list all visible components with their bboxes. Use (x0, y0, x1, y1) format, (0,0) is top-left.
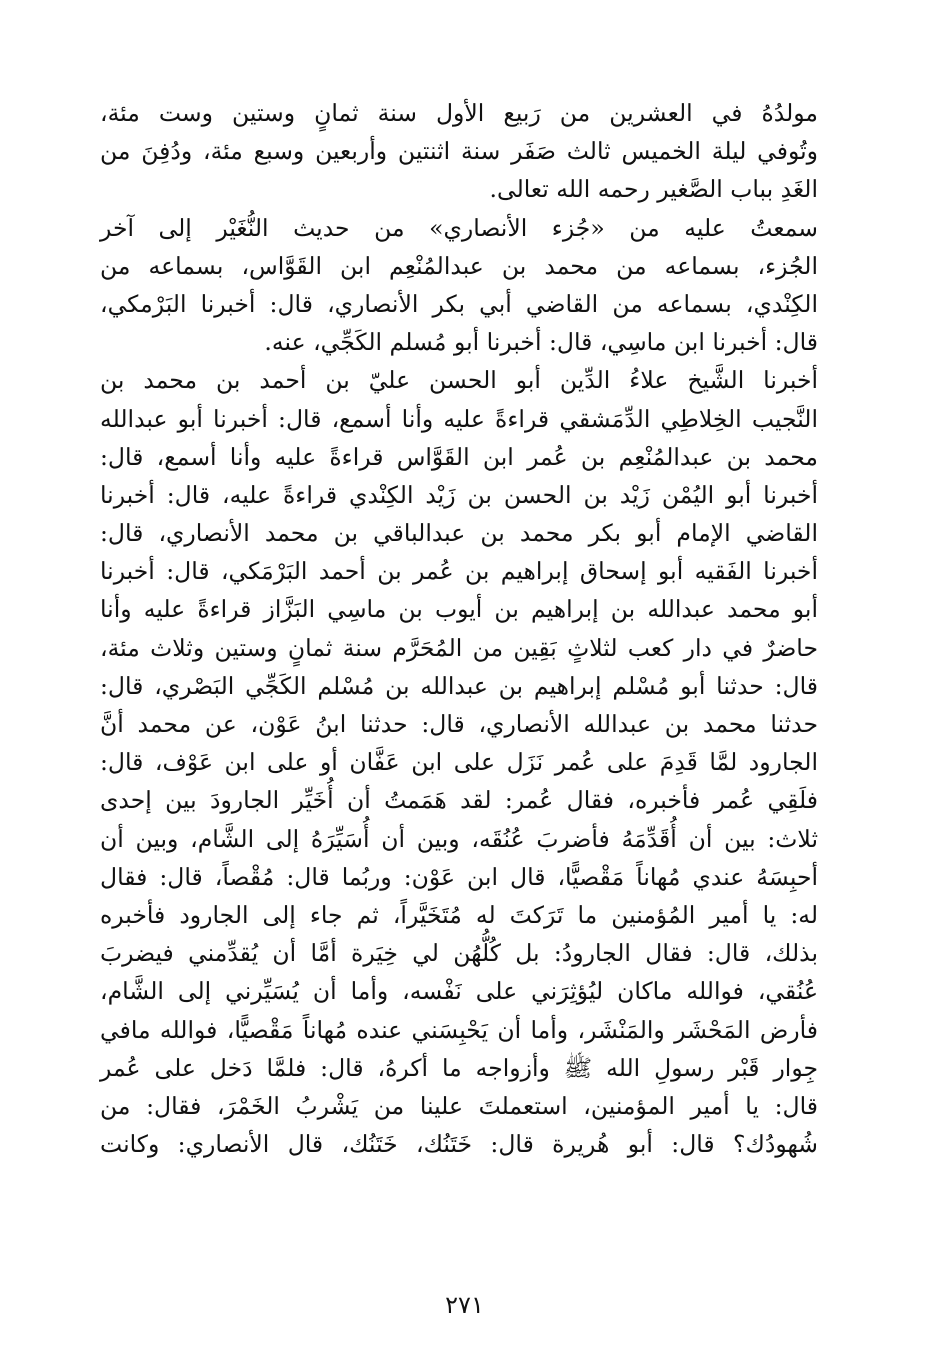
text-line: قال: حدثنا أبو مُسْلم إبراهيم بن عبدالله بن مُسْلم الكَجِّي البَصْري، قال: (100, 671, 818, 700)
text-line: قال: أخبرنا ابن ماسِي، قال: أخبرنا أبو مُسلم الكَجِّي، عنه. (264, 328, 818, 357)
text-line: فلَقِي عُمر فأخبره، فقال عُمر: لقد هَمَمتُ أن أُخَيِّر الجارودَ بين إحدى (100, 786, 818, 815)
text-line: له: يا أمير المُؤمنين ما تَرَكتَ له مُتَخَيَّراً، ثم جاء إلى الجارود فأخبره (100, 900, 818, 929)
paragraph-birth-death (100, 94, 818, 209)
text-line: حدثنا محمد بن عبدالله الأنصاري، قال: حدثنا ابنُ عَوْن، عن محمد أنَّ (100, 710, 818, 738)
text-line: حاضرٌ في دار كعب لثلاثٍ بَقِين من المُحَرَّم سنة ثمانٍ وستين وثلاث مئة، (100, 633, 818, 662)
text-line: أخبرنا الفَقيه أبو إسحاق إبراهيم بن عُمر بن أحمد البَرْمَكي، قال: أخبرنا (100, 557, 818, 586)
text-line: فأرض المَحْشَر والمَنْشَر، وأما أن يَحْبِسَني عنده مُهاناً مَقْصيًّا، فوالله مافي (100, 1015, 818, 1044)
text-line: محمد بن عبدالمُنْعِم بن عُمر ابن القَوَّاس قراءةً عليه وأنا أسمع، قال: (100, 442, 818, 471)
text-line: النَّجيب الخِلاطِي الدِّمَشقي قراءةً عليه وأنا أسمع، قال: أخبرنا أبو عبدالله (100, 404, 818, 433)
text-line: الغَدِ بباب الصَّغير رحمه الله تعالى. (489, 175, 818, 204)
text-line: أخبرنا الشَّيخ علاءُ الدِّين أبو الحسن عليّ بن أحمد بن محمد بن (100, 366, 818, 395)
text-line: وتُوفي ليلة الخميس ثالث صَفَر سنة اثنتين وأربعين وسبع مئة، ودُفِنَ من (100, 137, 818, 166)
paragraph-hadith (100, 361, 818, 1163)
paragraph-samaa (100, 209, 818, 362)
text-line: أبو محمد عبدالله بن إبراهيم بن أيوب بن ماسِي البَزَّاز قراءةً عليه وأنا (100, 595, 818, 624)
text-line: بذلك، قال: فقال الجارودُ: بل كُلُّهُن لي خِيَرة أمَّا أن يُقدِّمني فيضربَ (100, 939, 818, 968)
page-body (100, 94, 818, 1163)
page-number: ٢٧١ (445, 1291, 484, 1319)
text-line: الكِنْدي، بسماعه من القاضي أبي بكر الأنصاري، قال: أخبرنا البَرْمكي، (100, 289, 818, 318)
text-line: شُهودُك؟ قال: أبو هُريرة قال: خَتَنُك، خَتَنُك، قال الأنصاري: وكانت (100, 1130, 818, 1159)
text-line: الجارود لمَّا قَدِمَ على عُمر نَزَل على ابن عَفَّان أو على ابن عَوْف، قال: (100, 748, 818, 777)
text-line: أخبرنا أبو اليُمْن زَيْد بن الحسن بن زَيْد الكِنْدي قراءةً عليه، قال: أخبرنا (100, 480, 818, 509)
text-line: ثلاث: بين أن أُقَدِّمَهُ فأضربَ عُنُقَه، وبين أن أُسَيِّرَهُ إلى الشَّام، وبين أن (100, 824, 818, 853)
text-line: قال: يا أمير المؤمنين، استعملتَ علينا من يَشْربُ الخَمْرَ، فقال: من (100, 1091, 818, 1120)
text-line: جِوار قَبْر رسولِ الله ﷺ وأزواجه ما أكرهُ، قال: فلمَّا دَخل على عُمر (100, 1053, 818, 1082)
text-line: أحبِسَهُ عندي مُهاناً مَقْصيًّا، قال ابن عَوْن: وربُما قال: مُقْصاً، قال: فقال (100, 862, 818, 891)
text-line: سمعتُ عليه من «جُزء الأنصاري» من حديث النُّغَيْر إلى آخر (100, 213, 818, 242)
text-line: مولدُهُ في العشرين من رَبيع الأول سنة ثمانٍ وستين وست مئة، (100, 99, 818, 127)
text-line: الجُزء، بسماعه من محمد بن عبدالمُنْعِم ابن القَوَّاس، بسماعه من (100, 251, 818, 280)
text-line: القاضي الإمام أبو بكر محمد بن عبدالباقي بن محمد الأنصاري، قال: (100, 519, 818, 548)
text-line: عُنُقي، فوالله ماكان ليُؤثِرَني على نَفْسه، وأما أن يُسَيِّرني إلى الشَّام، (100, 977, 818, 1006)
